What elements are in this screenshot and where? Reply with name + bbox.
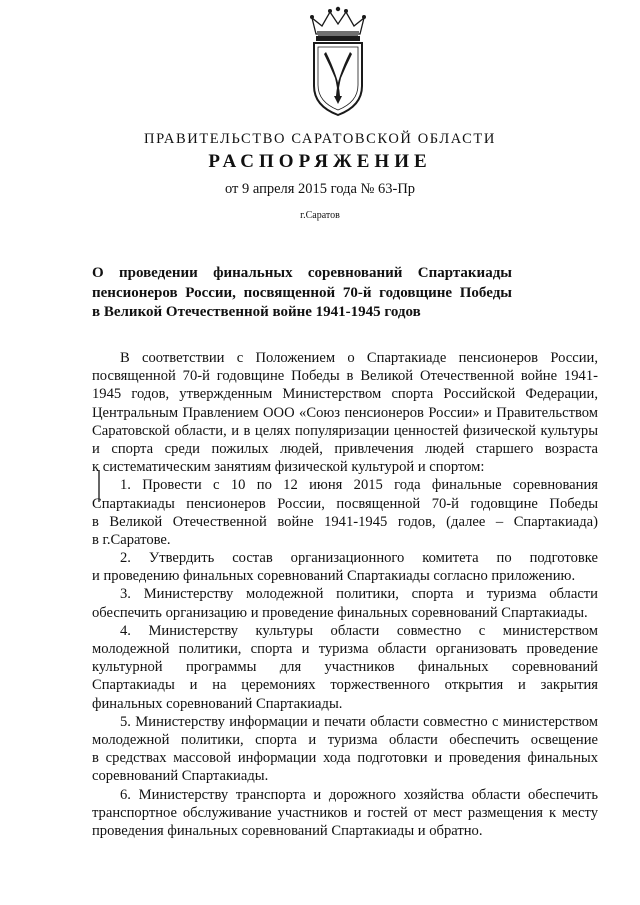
- title-line: О проведении финальных соревнований Спартакиады: [92, 265, 512, 281]
- body-line: в средствах массовой информации хода подготовки и проведения финальных: [92, 750, 598, 767]
- document-body: [92, 349, 598, 840]
- body-line: 2. Утвердить состав организационного комитета по подготовке: [120, 550, 598, 567]
- body-line: посвященной 70-й годовщине Победы в Великой Отечественной войне 1941-: [92, 368, 598, 385]
- body-line: 6. Министерству транспорта и дорожного хозяйства области обеспечить: [120, 786, 598, 803]
- body-line: молодежной политики, спорта и туризма области обеспечить освещение: [92, 731, 598, 748]
- coat-of-arms-icon: [302, 6, 374, 118]
- body-line: Спартакиады пенсионеров России, посвященной 70-й годовщине Победы: [92, 495, 598, 512]
- body-line: и проведению финальных соревнований Спартакиады согласно приложению.: [92, 568, 576, 585]
- body-line: молодежной политики, спорта и туризма области организовать проведение: [92, 641, 598, 657]
- body-line: 5. Министерству информации и печати области совместно с министерством: [120, 713, 598, 730]
- title-line: в Великой Отечественной войне 1941-1945 годов: [92, 304, 421, 320]
- body-line: в Великой Отечественной войне 1941-1945 годов, (далее – Спартакиада): [92, 513, 598, 530]
- body-line: 1. Провести с 10 по 12 июня 2015 года финальные соревнования: [120, 477, 598, 494]
- body-line: культурной программы для участников финальных соревнований: [92, 659, 598, 676]
- body-line: Саратовской области, и в целях популяризации ценностей физической культуры: [92, 422, 598, 439]
- body-line: финальных соревнований Спартакиады.: [92, 695, 343, 712]
- government-name: ПРАВИТЕЛЬСТВО САРАТОВСКОЙ ОБЛАСТИ: [144, 131, 496, 147]
- body-line: и спорта среди пожилых людей, привлечения людей старшего возраста: [92, 440, 598, 457]
- body-line: 4. Министерству культуры области совместно с министерством: [120, 622, 598, 639]
- document-city: г.Саратов: [300, 210, 340, 221]
- document-type: РАСПОРЯЖЕНИЕ: [208, 151, 432, 172]
- document-title: [92, 264, 512, 323]
- body-line: в г.Саратове.: [92, 531, 171, 548]
- document-date-number: от 9 апреля 2015 года № 63-Пр: [224, 181, 416, 197]
- body-line: транспортное обслуживание участников и гостей от мест размещения к месту: [92, 804, 598, 821]
- body-line: 3. Министерству молодежной политики, спорта и туризма области: [120, 586, 598, 603]
- body-line: обеспечить организацию и проведение финальных соревнований Спартакиады.: [92, 604, 588, 621]
- body-line: В соответствии с Положением о Спартакиаде пенсионеров России,: [120, 350, 598, 366]
- title-line: пенсионеров России, посвященной 70-й годовщине Победы: [92, 284, 512, 301]
- body-line: соревнований Спартакиады.: [92, 768, 269, 785]
- body-line: проведения финальных соревнований Спартакиады и обратно.: [92, 822, 483, 839]
- body-line: Спартакиады и на церемониях торжественного открытия и закрытия: [92, 677, 598, 694]
- body-line: к систематическим занятиям физической культурой и спортом:: [92, 459, 485, 476]
- body-line: 1945 годов, утвержденным Министерством спорта Российской Федерации,: [92, 386, 598, 403]
- body-line: Центральным Правлением ООО «Союз пенсионеров России» и Правительством: [92, 404, 598, 421]
